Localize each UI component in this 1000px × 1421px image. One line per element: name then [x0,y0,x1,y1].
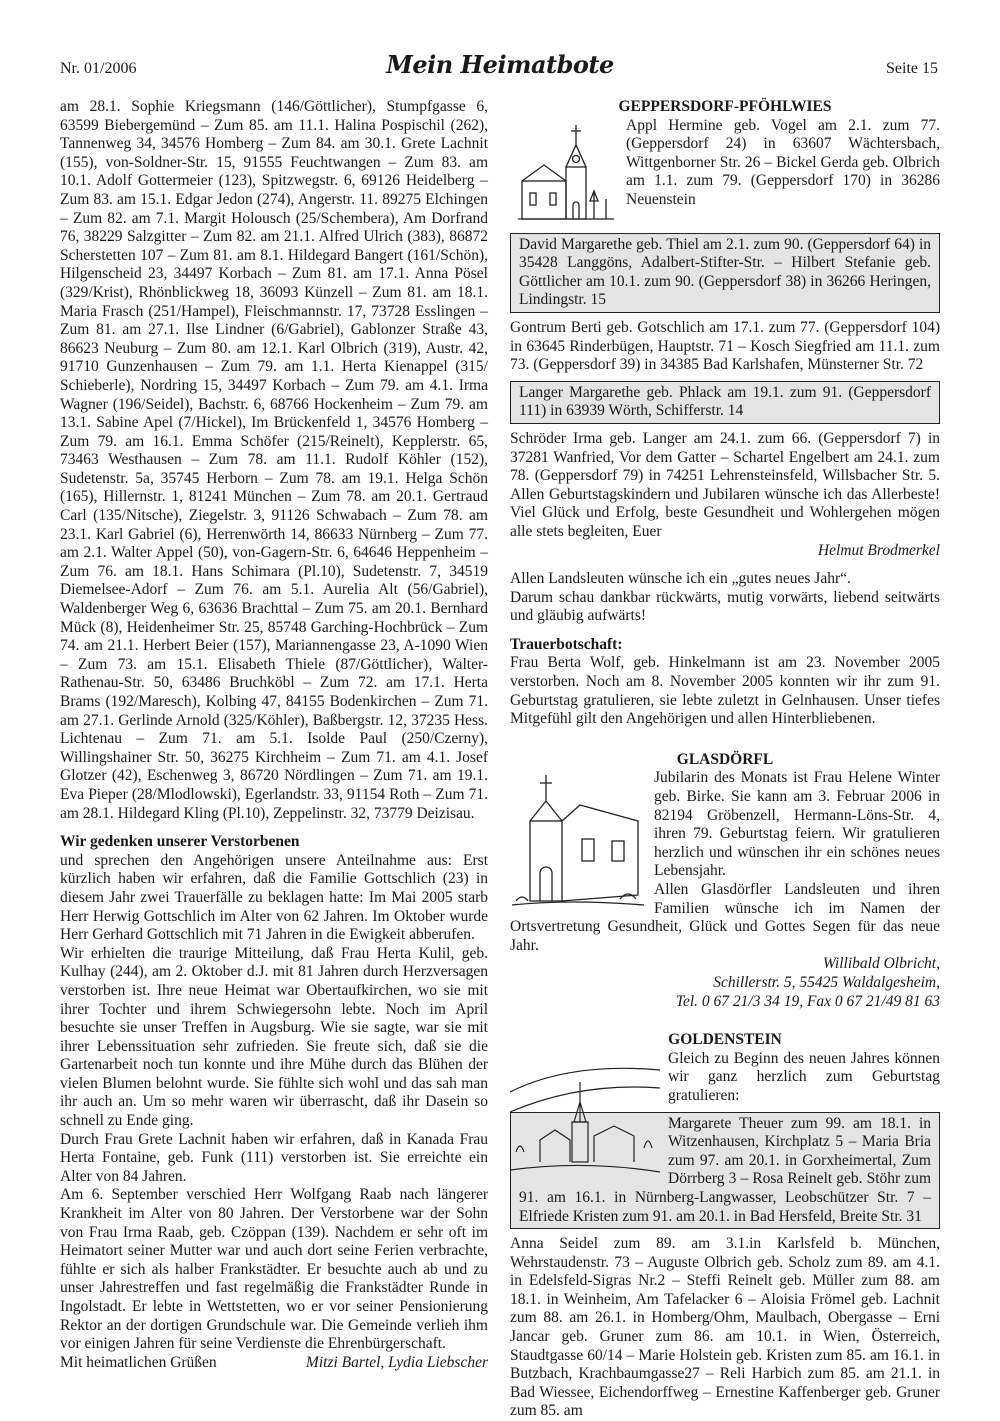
condolence-text: Frau Berta Wolf, geb. Hinkelmann ist am 23. November 2005 verstorben. Noch am 8. November 2005 konnten wir ihr zum 91. Geburtstag gratulieren, sie lebte zuletzt in Gelnhausen. Unser tiefes Mitgefühl gilt den Angehörigen und allen Hinterbliebenen. [510,654,940,728]
masthead-title: Mein Heimatbote [386,50,614,79]
highlight-box [510,381,940,424]
highlight-text: Margarete Theuer zum 99. am 18.1. in Witzenhausen, Kirchplatz 5 – Maria Bria zum 97. am 20.1. in Gorxheimertal, Zum Dörrberg 3 – Rosa Reinelt geb. Stöhr zum 91. am 16.1. in Nürnberg-Langwasser, Leobschützer Str. 7 – Elfriede Kristen zum 91. am 20.1. in Bad Hersfeld, Breite Str. 31 [519,1114,931,1225]
highlight-text: David Margarethe geb. Thiel am 2.1. zum 90. (Geppersdorf 64) in 35428 Langgöns, Adalbert-Stifter-Str. – Hilbert Stefanie geb. Göttlicher am 10.1. zum 90. (Geppersdorf 38) in 36266 Heringen, Lindingstr. 15 [519,235,931,309]
memorial-paragraph: Am 6. September verschied Herr Wolfgang Raab nach längerer Krankheit im Alter von 80 Jahren. Der Verstorbene war der Sohn von Frau Irma Raab, geb. Czöppan (139). Nachdem er sehr oft im Heimatort seiner Mutter war und auch dort seine Ferien verbrachte, fühlte er sich als halber Frankstädter. Er besuchte auch ab und zu unser Jahrestreffen und fast regelmäßig die Frankstädter Runde in Ingolstadt. Er lebte in Wettstetten, wo er vor seiner Pensionierung Rektor an der dortigen Grundschule war. Die Gemeinde verlieh ihm vor einigen Jahren für seine Verdienste die Ehrenbürgerschaft. [60,1186,488,1353]
issue-number: Nr. 01/2006 [60,60,137,77]
birthday-paragraph: Appl Hermine geb. Vogel am 2.1. zum 77. (Geppersdorf 24) in 63607 Wächtersbach, Wittgenborner Str. 26 – Bickel Gerda geb. Olbrich am 1.1. zum 79. (Geppersdorf 170) in 36286 Neuenstein [626,116,940,208]
new-year-wish: Allen Landsleuten wünsche ich ein „gutes neues Jahr“. [510,570,851,588]
memorial-paragraph: Wir erhielten die traurige Mitteilung, daß Frau Herta Kulil, geb. Kulhay (244), am 2. Oktober d.J. mit 81 Jahren durch Herzversagen verstorben ist. Ihre neue Heimat war Obertaufkirchen, wo sie mit ihrer Tochter und ihrem Schwiegersohn lebte. Noch im April besuchte sie unser Treffen in Augsburg. Wie sie sagte, war sie mit ihrer Lebenssituation sehr zufrieden. Sie freute sich, daß sie die Gartenarbeit noch tun konnte und ihre Mühe durch das Blühen der vielen Blumen belohnt wurde. Sie fühlte sich wohl und das sah man ihr auch an. Um so mehr waren wir überrascht, daß ihr Dasein so schnell zu Ende ging. [60,944,488,1130]
page-header [0,52,1000,86]
condolence-heading: Trauerbotschaft: [510,635,623,653]
closing-signature: Mitzi Bartel, Lydia Liebscher [305,1353,488,1371]
author-phone: Tel. 0 67 21/3 34 19, Fax 0 67 21/49 81 63 [675,992,940,1010]
greeting-paragraph: Allen Glasdörfler Landsleuten und ihren Familien wünsche ich im Namen der Ortsvertretung Gesundheit, Glück und Gottes Segen für das neue Jahr. [510,881,940,954]
highlight-box [510,233,940,313]
intro-paragraph: Gleich zu Beginn des neuen Jahres können wir ganz herzlich zum Geburtstag gratulieren: [668,1049,940,1104]
motto-text: Darum schau dankbar rückwärts, mutig vorwärts, liebend seitwärts und gläubig aufwärts! [510,588,940,625]
closing-line [60,1354,488,1373]
church-illustration [510,119,618,231]
memorial-heading: Wir gedenken unserer Verstorbenen [60,833,300,851]
page-number: Seite 15 [886,60,938,77]
author-signature: Willibald Olbricht, [822,955,940,973]
highlight-text: Langer Margarethe geb. Phlack am 19.1. zum 91. (Geppersdorf 111) in 63939 Wörth, Schifferstr. 14 [519,383,931,420]
village-illustration [510,1052,660,1182]
section-title-geppersdorf: GEPPERSDORF-PFÖHLWIES [618,98,832,115]
jubilee-paragraph: Jubilarin des Monats ist Frau Helene Winter geb. Birke. Sie kann am 3. Februar 2006 in 82194 Gröbenzell, Hermann-Löns-Str. 4, ihren 79. Geburtstag feiern. Wir gratulieren herzlich und wünschen ihr ein schönes neues Lebensjahr. [654,769,940,880]
memorial-paragraph: Durch Frau Grete Lachnit haben wir erfahren, daß in Kanada Frau Herta Fontaine, geb. Funk (111) verstorben ist. Sie erreichte ein Alter von 84 Jahren. [60,1130,488,1185]
author-signature: Helmut Brodmerkel [817,541,940,559]
section-title-glasdoerfl: GLASDÖRFL [676,750,774,768]
birthday-paragraph: Gontrum Berti geb. Gotschlich am 17.1. zum 77. (Geppersdorf 104) in 63645 Rinderbügen, Hauptstr. 71 – Kosch Siegfried am 11.1. zum 73. (Geppersdorf 39) in 34385 Bad Karlshafen, Münsterner Str. 72 [510,318,940,374]
memorial-paragraph: und sprechen den Angehörigen unsere Anteilnahme aus: Erst kürzlich haben wir erfahren, daß die Familie Gottschlich (23) in diesem Jahr zwei Trauerfälle zu beklagen hatte: Im Mai 2005 starb Herr Herwig Gottschlich im Alter von 62 Jahren. Im Oktober wurde Herr Gerhard Gottschlich mit 71 Jahren in die Ewigkeit abberufen. [60,851,488,944]
birthday-paragraph: Schröder Irma geb. Langer am 24.1. zum 66. (Geppersdorf 7) in 37281 Wanfried, Vor dem Gatter – Schartel Engelbert am 24.1. zum 78. (Geppersdorf 79) in 74251 Lehrensteinsfeld, Willsbacher Str. 5. Allen Geburtstagskindern und Jubilaren wünsche ich das Allerbeste! Viel Glück und Erfolg, beste Gesundheit und Wohlergehen mögen alle stets begleiten, Euer [510,429,940,540]
section-title-goldenstein: GOLDENSTEIN [668,1031,782,1049]
right-column [510,98,940,1421]
left-column [60,98,488,1372]
chapel-illustration [510,771,646,911]
birthday-list: am 28.1. Sophie Kriegsmann (146/Göttlicher), Stumpfgasse 6, 63599 Biebergemünd – Zum 85. am 11.1. Halina Pospischil (262), Tannenweg 34, 34576 Homberg – Zum 84. am 30.1. Grete Lachnit (155), von-Soldner-Str. 15, 91555 Feuchtwangen – Zum 83. am 10.1. Adolf Gottermeier (123), Spitzwegstr. 6, 69126 Heidelberg – Zum 83. am 15.1. Edgar Jedon (274), Angerstr. 11. 89275 Elchingen – Zum 82. am 7.1. Margit Holousch (25/Schembera), Am Dorfrand 76, 38229 Salzgitter – Zum 82. am 21.1. Alfred Ulrich (383), 86872 Scherstetten 107 – Zum 81. am 8.1. Hildegard Bangert (161/Schön), Hilgenscheid 23, 34497 Korbach – Zum 81. am 17.1. Anna Pösel (329/Krist), Rhönblickweg 18, 36093 Künzell – Zum 81. am 18.1. Maria Frasch (251/Hampel), Fleischmannstr. 17, 73728 Esslingen – Zum 81. am 27.1. Ilse Lindner (6/Gabriel), Gablonzer Straße 43, 86623 Neuburg – Zum 80. am 12.1. Karl Olbrich (319), Austr. 42, 91710 Gunzenhausen – Zum 79. am 1.1. Herta Kienappel (315/ Schieberle), Nordring 15, 34497 Korbach – Zum 79. am 4.1. Irma Wagner (196/Seidel), Bachstr. 6, 68766 Hockenheim – Zum 79. am 13.1. Sabine Apel (7/Hickel), Im Brückenfeld 1, 34576 Homberg – Zum 79. am 16.1. Emma Schöfer (215/Reinelt), Kepplerstr. 65, 73463 Westhausen – Zum 78. am 11.1. Rudolf Köhler (152), Sudetenstr. 5a, 35745 Herborn – Zum 78. am 19.1. Helga Schön (165), Hillernstr. 1, 81241 München – Zum 78. am 20.1. Gertraud Carl (135/Nitsche), Ziegelstr. 3, 91126 Schwabach – Zum 78. am 23.1. Karl Gabriel (6), Herrenwörth 14, 86633 Nürnberg – Zum 77. am 2.1. Walter Appel (50), von-Gagern-Str. 6, 64646 Heppenheim – Zum 76. am 18.1. Hans Schimara (Pl.10), Sudetenstr. 7, 34519 Diemelsee-Adorf – Zum 76. am 5.1. Aurelia Alt (56/Gabriel), Waldenberger Weg 6, 63636 Brachttal – Zum 75. am 20.1. Bernhard Mück (8), Heidenheimer Str. 25, 85748 Garching-Hochbrück – Zum 74. am 21.1. Herbert Beier (157), Mariannengasse 23, A-1090 Wien – Zum 73. am 15.1. Elisabeth Thiele (87/Göttlicher), Walter-Rathenau-Str. 50, 63486 Bruchköbl – Zum 72. am 17.1. Herta Brams (192/Maresch), Kolbing 47, 84155 Bodenkirchen – Zum 71. am 27.1. Gerlinde Arnold (325/Köhler), Baßbergstr. 12, 37235 Hess. Lichtenau – Zum 71. am 5.1. Isolde Paul (250/Czerny), Willingshainer Str. 50, 36275 Kirchheim – Zum 71. am 4.1. Josef Glotzer (42), Eschenweg 3, 86720 Nördlingen – Zum 71. am 19.1. Eva Pieper (28/Mlodlowski), Egerlandstr. 33, 91154 Roth – Zum 71. am 28.1. Hildegard Kling (Pl.10), Zeppelinstr. 32, 73779 Deizisau. [60,98,488,822]
author-address: Schillerstr. 5, 55425 Waldalgesheim, [713,973,940,991]
birthday-paragraph: Anna Seidel zum 89. am 3.1.in Karlsfeld b. München, Wehrstaudenstr. 73 – Auguste Olbrich geb. Scholz zum 89. am 4.1. in Edelsfeld-Sigras Nr.2 – Steffi Reinelt geb. Müller zum 88. am 18.1. in Weinheim, Am Tafelacker 6 – Aloisia Frömel geb. Lachnit zum 88. am 26.1. in Homberg/Ohm, Maulbach, Obergasse – Erni Jancar geb. Gruner zum 86. am 10.1. in Wien, Österreich, Staudtgasse 60/14 – Marie Holstein geb. Kristen zum 85. am 16.1. in Butzbach, Krachbaumgasse27 – Reli Harbich zum 85. am 21.1. in Bad Wiessee, Eichendorffweg – Ernestine Kaffenberger geb. Gruner zum 85. am [510,1235,940,1420]
closing-greeting: Mit heimatlichen Grüßen [60,1353,217,1371]
